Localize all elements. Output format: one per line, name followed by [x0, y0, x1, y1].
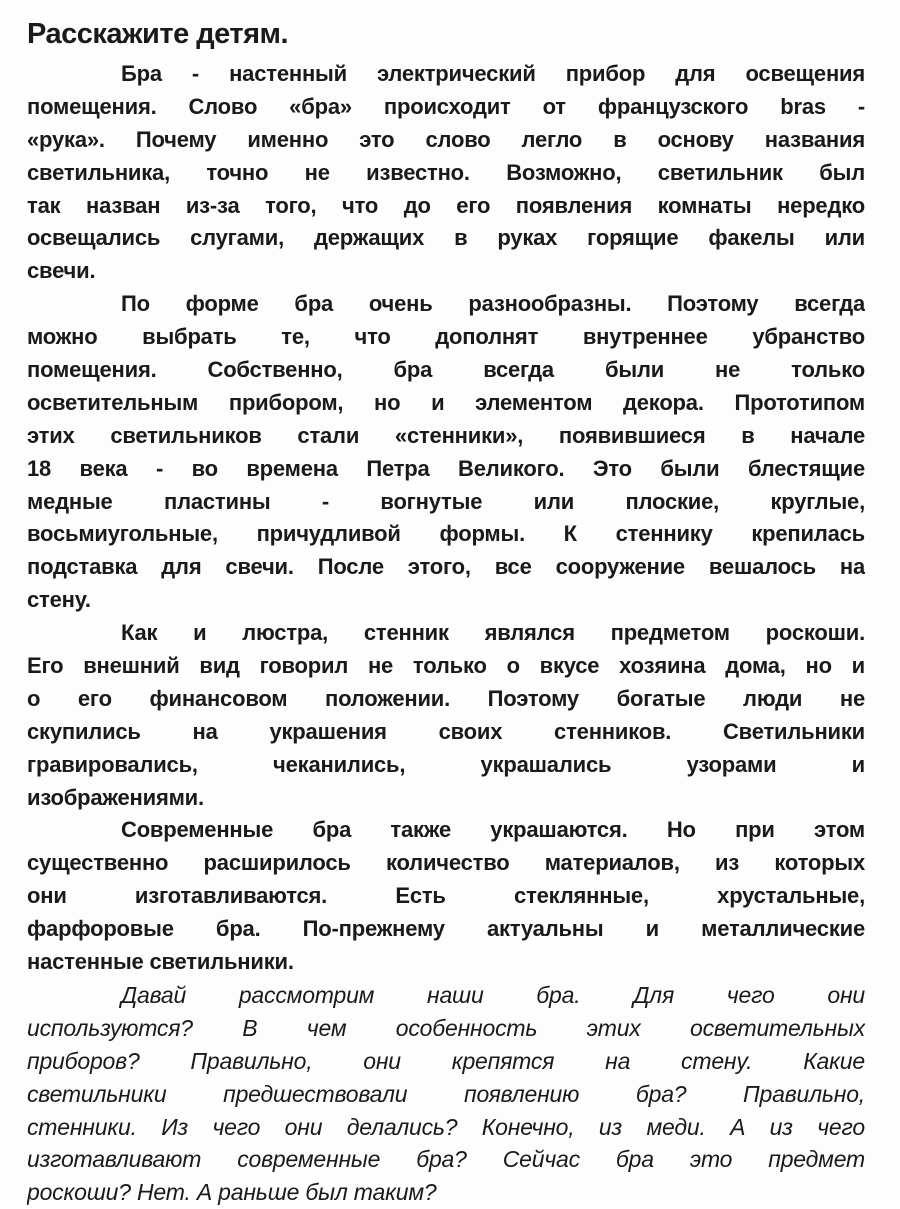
- text-line: Давай рассмотрим наши бра. Для чего они: [121, 981, 865, 1008]
- text-line: стенники. Из чего они делались? Конечно, из меди. А из чего: [27, 1113, 865, 1140]
- paragraph: [27, 58, 865, 288]
- text-line: свечи.: [27, 258, 96, 284]
- text-line: стену.: [27, 587, 91, 613]
- text-line: Как и люстра, стенник являлся предметом роскоши.: [121, 620, 865, 646]
- text-line: «рука». Почему именно это слово легло в основу названия: [27, 126, 865, 152]
- text-line: изображениями.: [27, 784, 204, 810]
- text-line: приборов? Правильно, они крепятся на стену. Какие: [27, 1047, 865, 1074]
- paragraph: [27, 979, 865, 1209]
- text-line: восьмиугольные, причудливой формы. К стеннику крепилась: [27, 521, 865, 547]
- text-line: медные пластины - вогнутые или плоские, круглые,: [27, 488, 865, 514]
- text-line: настенные светильники.: [27, 949, 294, 975]
- text-line: они изготавливаются. Есть стеклянные, хрустальные,: [27, 883, 865, 909]
- text-line: Современные бра также украшаются. Но при этом: [121, 817, 865, 843]
- paragraph: [27, 814, 865, 978]
- text-line: изготавливают современные бра? Сейчас бра это предмет: [27, 1146, 865, 1173]
- text-line: скупились на украшения своих стенников. Светильники: [27, 718, 865, 744]
- text-line: можно выбрать те, что дополнят внутреннее убранство: [27, 324, 865, 350]
- text-line: помещения. Собственно, бра всегда были не только: [27, 357, 865, 383]
- paragraph: [27, 617, 865, 814]
- text-line: осветительным прибором, но и элементом декора. Прототипом: [27, 389, 865, 415]
- text-line: помещения. Слово «бра» происходит от французского bras -: [27, 93, 865, 119]
- text-line: фарфоровые бра. По-прежнему актуальны и металлические: [27, 916, 865, 942]
- page-title: Расскажите детям.: [27, 18, 289, 50]
- text-line: существенно расширилось количество материалов, из которых: [27, 850, 865, 876]
- paragraph: [27, 288, 865, 617]
- text-line: 18 века - во времена Петра Великого. Это были блестящие: [27, 455, 865, 481]
- text-line: так назван из-за того, что до его появления комнаты нередко: [27, 192, 865, 218]
- text-line: роскоши? Нет. А раньше был таким?: [27, 1179, 437, 1206]
- text-line: Бра - настенный электрический прибор для освещения: [121, 61, 865, 86]
- text-line: светильники предшествовали появлению бра? Правильно,: [27, 1080, 865, 1107]
- text-line: подставка для свечи. После этого, все сооружение вешалось на: [27, 554, 865, 580]
- text-line: гравировались, чеканились, украшались узорами и: [27, 751, 865, 777]
- text-line: По форме бра очень разнообразны. Поэтому всегда: [121, 291, 865, 317]
- document-body: [27, 58, 865, 1209]
- text-line: используются? В чем особенность этих осветительных: [27, 1014, 865, 1041]
- text-line: освещались слугами, держащих в руках горящие факелы или: [27, 225, 865, 251]
- text-line: Его внешний вид говорил не только о вкусе хозяина дома, но и: [27, 653, 865, 679]
- text-line: этих светильников стали «стенники», появившиеся в начале: [27, 422, 865, 448]
- text-line: о его финансовом положении. Поэтому богатые люди не: [27, 685, 865, 711]
- text-line: светильника, точно не известно. Возможно, светильник был: [27, 159, 865, 185]
